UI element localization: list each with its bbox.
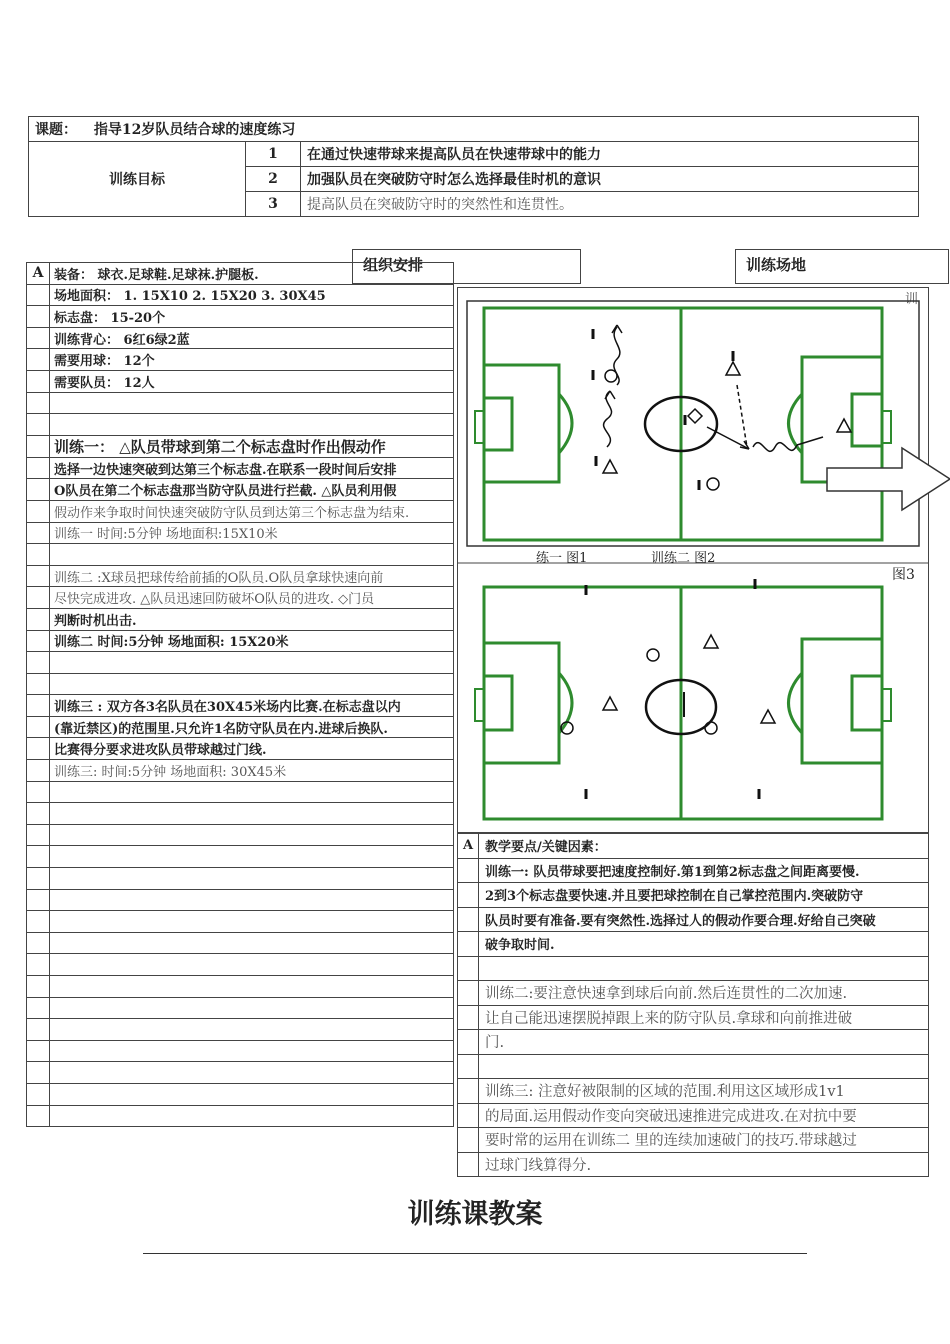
left-row xyxy=(27,522,454,544)
notes-col-a: A xyxy=(458,834,479,859)
left-col-a xyxy=(27,1105,50,1127)
left-col-a xyxy=(27,414,50,436)
left-cell: 标志盘： 15-20个 xyxy=(50,306,454,328)
notes-cell xyxy=(479,1054,929,1079)
left-cell xyxy=(50,1019,454,1041)
notes-col-a xyxy=(458,1128,479,1153)
left-cell xyxy=(50,911,454,933)
notes-cell: 2到3个标志盘要快速.并且要把球控制在自己掌控范围内.突破防守 xyxy=(479,883,929,908)
left-cell xyxy=(50,889,454,911)
left-col-a xyxy=(27,587,50,609)
left-row xyxy=(27,889,454,911)
left-row xyxy=(27,673,454,695)
left-cell: 训练一： △队员带球到第二个标志盘时作出假动作 xyxy=(50,435,454,457)
left-row xyxy=(27,716,454,738)
left-row xyxy=(27,306,454,328)
left-cell: O队员在第二个标志盘那当防守队员进行拦截. △队员利用假 xyxy=(50,479,454,501)
left-row xyxy=(27,976,454,998)
left-cell xyxy=(50,544,454,566)
left-col-a xyxy=(27,479,50,501)
left-cell xyxy=(50,932,454,954)
left-col-a xyxy=(27,846,50,868)
caption-2: 训练二 图2 xyxy=(651,551,716,566)
left-cell xyxy=(50,1105,454,1127)
left-row xyxy=(27,1040,454,1062)
left-col-a xyxy=(27,1019,50,1041)
left-row xyxy=(27,479,454,501)
notes-col-a xyxy=(458,907,479,932)
left-cell: 训练三 : 双方各3名队员在30X45米场内比赛.在标志盘以内 xyxy=(50,695,454,717)
left-row xyxy=(27,738,454,760)
notes-col-a xyxy=(458,1030,479,1055)
left-row xyxy=(27,652,454,674)
notes-row xyxy=(458,1103,929,1128)
left-col-a xyxy=(27,435,50,457)
goal-num-3: 3 xyxy=(246,192,301,217)
left-col-a xyxy=(27,327,50,349)
notes-cell: 过球门线算得分. xyxy=(479,1152,929,1177)
notes-col-a xyxy=(458,1152,479,1177)
notes-col-a xyxy=(458,956,479,981)
left-row xyxy=(27,695,454,717)
left-cell: 需要用球： 12个 xyxy=(50,349,454,371)
left-row xyxy=(27,824,454,846)
left-cell: 训练三: 时间:5分钟 场地面积: 30X45米 xyxy=(50,760,454,782)
left-col-a xyxy=(27,1083,50,1105)
goal-text-3: 提高队员在突破防守时的突然性和连贯性。 xyxy=(301,192,919,217)
left-cell xyxy=(50,414,454,436)
left-cell xyxy=(50,954,454,976)
left-cell xyxy=(50,846,454,868)
left-cell xyxy=(50,1062,454,1084)
notes-col-a xyxy=(458,1005,479,1030)
next-arrow-icon xyxy=(827,448,950,510)
caption-1: 练一 图1 xyxy=(536,551,588,566)
left-col-a xyxy=(27,997,50,1019)
notes-row xyxy=(458,1079,929,1104)
left-cell xyxy=(50,652,454,674)
left-row xyxy=(27,544,454,566)
left-row xyxy=(27,997,454,1019)
caption-3: 图3 xyxy=(892,567,915,583)
goals-label: 训练目标 xyxy=(29,142,246,217)
left-cell: 训练一 时间:5分钟 场地面积:15X10米 xyxy=(50,522,454,544)
notes-row xyxy=(458,1152,929,1177)
left-col-a xyxy=(27,1062,50,1084)
left-row xyxy=(27,1062,454,1084)
goal-num-1: 1 xyxy=(246,142,301,167)
notes-col-a xyxy=(458,1103,479,1128)
notes-row xyxy=(458,981,929,1006)
left-row xyxy=(27,781,454,803)
left-col-a xyxy=(27,392,50,414)
left-col-a xyxy=(27,803,50,825)
left-list xyxy=(26,262,454,1127)
left-cell: 训练二 :X球员把球传给前插的O队员.O队员拿球快速向前 xyxy=(50,565,454,587)
pitch-top xyxy=(467,301,919,546)
left-row xyxy=(27,868,454,890)
notes-cell: 训练一: 队员带球要把速度控制好.第1到第2标志盘之间距离要慢. xyxy=(479,858,929,883)
left-col-a xyxy=(27,911,50,933)
notes-row xyxy=(458,834,929,859)
notes-cell: 破争取时间. xyxy=(479,932,929,957)
left-col-a: A xyxy=(27,263,50,285)
left-row xyxy=(27,284,454,306)
left-cell: 尽快完成进攻. △队员迅速回防破坏O队员的进攻. ◇门员 xyxy=(50,587,454,609)
notes-row xyxy=(458,1054,929,1079)
left-cell xyxy=(50,997,454,1019)
left-col-a xyxy=(27,522,50,544)
left-row xyxy=(27,414,454,436)
notes-cell: 训练三: 注意好被限制的区域的范围.利用这区域形成1v1 xyxy=(479,1079,929,1104)
notes-col-a xyxy=(458,981,479,1006)
notes-cell: 队员时要有准备.要有突然性.选择过人的假动作要合理.好给自己突破 xyxy=(479,907,929,932)
left-col-a xyxy=(27,608,50,630)
left-cell: 训练二 时间:5分钟 场地面积: 15X20米 xyxy=(50,630,454,652)
left-col-a xyxy=(27,370,50,392)
left-col-a xyxy=(27,500,50,522)
goal-text-1: 在通过快速带球来提高队员在快速带球中的能力 xyxy=(301,142,919,167)
left-row xyxy=(27,1083,454,1105)
left-cell xyxy=(50,868,454,890)
left-col-a xyxy=(27,284,50,306)
left-row xyxy=(27,500,454,522)
left-col-a xyxy=(27,673,50,695)
left-row xyxy=(27,457,454,479)
left-row xyxy=(27,587,454,609)
left-row xyxy=(27,370,454,392)
left-col-a xyxy=(27,1040,50,1062)
left-row xyxy=(27,932,454,954)
notes-cell: 教学要点/关键因素： xyxy=(479,834,929,859)
footer-rule xyxy=(143,1253,807,1254)
field-header: 训练场地 xyxy=(735,249,949,284)
notes-row xyxy=(458,883,929,908)
notes-row xyxy=(458,1128,929,1153)
left-cell: (靠近禁区)的范围里.只允许1名防守队员在内.进球后换队. xyxy=(50,716,454,738)
notes-col-a xyxy=(458,1054,479,1079)
left-row xyxy=(27,1105,454,1127)
left-cell: 场地面积： 1. 15X10 2. 15X20 3. 30X45 xyxy=(50,284,454,306)
goal-num-2: 2 xyxy=(246,167,301,192)
left-col-a xyxy=(27,932,50,954)
notes-cell: 让自己能迅速摆脱掉跟上来的防守队员.拿球和向前推进破 xyxy=(479,1005,929,1030)
left-cell: 训练背心： 6红6绿2蓝 xyxy=(50,327,454,349)
goal-text-2: 加强队员在突破防守时怎么选择最佳时机的意识 xyxy=(301,167,919,192)
page-title: 训练课教案 xyxy=(407,1199,543,1230)
notes-cell: 要时常的运用在训练二 里的连续加速破门的技巧.带球越过 xyxy=(479,1128,929,1153)
notes-row xyxy=(458,858,929,883)
left-cell: 比赛得分要求进攻队员带球越过门线. xyxy=(50,738,454,760)
left-row xyxy=(27,392,454,414)
left-col-a xyxy=(27,716,50,738)
notes-row xyxy=(458,1030,929,1055)
notes-cell: 门. xyxy=(479,1030,929,1055)
notes-col-a xyxy=(458,932,479,957)
notes-col-a xyxy=(458,1079,479,1104)
left-row xyxy=(27,803,454,825)
notes-table xyxy=(457,833,929,1177)
notes-cell: 训练二:要注意快速拿到球后向前.然后连贯性的二次加速. xyxy=(479,981,929,1006)
left-row xyxy=(27,608,454,630)
left-cell xyxy=(50,781,454,803)
left-cell: 选择一边快速突破到达第三个标志盘.在联系一段时间后安排 xyxy=(50,457,454,479)
left-cell: 判断时机出击. xyxy=(50,608,454,630)
notes-row xyxy=(458,932,929,957)
left-row xyxy=(27,846,454,868)
left-row xyxy=(27,327,454,349)
topic-cell xyxy=(29,117,919,142)
left-row xyxy=(27,565,454,587)
left-row xyxy=(27,954,454,976)
left-col-a xyxy=(27,306,50,328)
left-cell: 假动作来争取时间快速突破防守队员到达第三个标志盘为结束. xyxy=(50,500,454,522)
left-row xyxy=(27,1019,454,1041)
left-cell xyxy=(50,824,454,846)
notes-cell: 的局面.运用假动作变向突破迅速推进完成进攻.在对抗中要 xyxy=(479,1103,929,1128)
left-col-a xyxy=(27,695,50,717)
left-col-a xyxy=(27,868,50,890)
drill-marks-bottom xyxy=(561,579,775,799)
left-row xyxy=(27,630,454,652)
notes-row xyxy=(458,956,929,981)
left-col-a xyxy=(27,889,50,911)
left-row xyxy=(27,911,454,933)
topic-value: 指导12岁队员结合球的速度练习 xyxy=(93,122,296,138)
left-cell xyxy=(50,392,454,414)
notes-col-a xyxy=(458,883,479,908)
left-col-a xyxy=(27,824,50,846)
left-row xyxy=(27,760,454,782)
left-cell xyxy=(50,803,454,825)
left-col-a xyxy=(27,630,50,652)
organization-header: 组织安排 xyxy=(352,249,581,284)
notes-row xyxy=(458,907,929,932)
corner-mark: 训 xyxy=(905,292,919,307)
left-cell xyxy=(50,673,454,695)
left-cell: 装备： 球衣.足球鞋.足球袜.护腿板. xyxy=(50,263,454,285)
left-col-a xyxy=(27,652,50,674)
left-col-a xyxy=(27,976,50,998)
left-row xyxy=(27,263,454,285)
left-col-a xyxy=(27,954,50,976)
notes-cell xyxy=(479,956,929,981)
left-col-a xyxy=(27,349,50,371)
left-row xyxy=(27,435,454,457)
drill-marks-top xyxy=(593,325,851,490)
left-cell: 需要队员： 12人 xyxy=(50,370,454,392)
header-table xyxy=(28,116,919,217)
left-col-a xyxy=(27,457,50,479)
left-col-a xyxy=(27,760,50,782)
notes-col-a xyxy=(458,858,479,883)
notes-row xyxy=(458,1005,929,1030)
left-row xyxy=(27,349,454,371)
left-col-a xyxy=(27,781,50,803)
left-cell xyxy=(50,1040,454,1062)
left-col-a xyxy=(27,565,50,587)
topic-label: 课题： xyxy=(35,122,77,138)
left-col-a xyxy=(27,544,50,566)
left-cell xyxy=(50,976,454,998)
left-cell xyxy=(50,1083,454,1105)
left-col-a xyxy=(27,738,50,760)
